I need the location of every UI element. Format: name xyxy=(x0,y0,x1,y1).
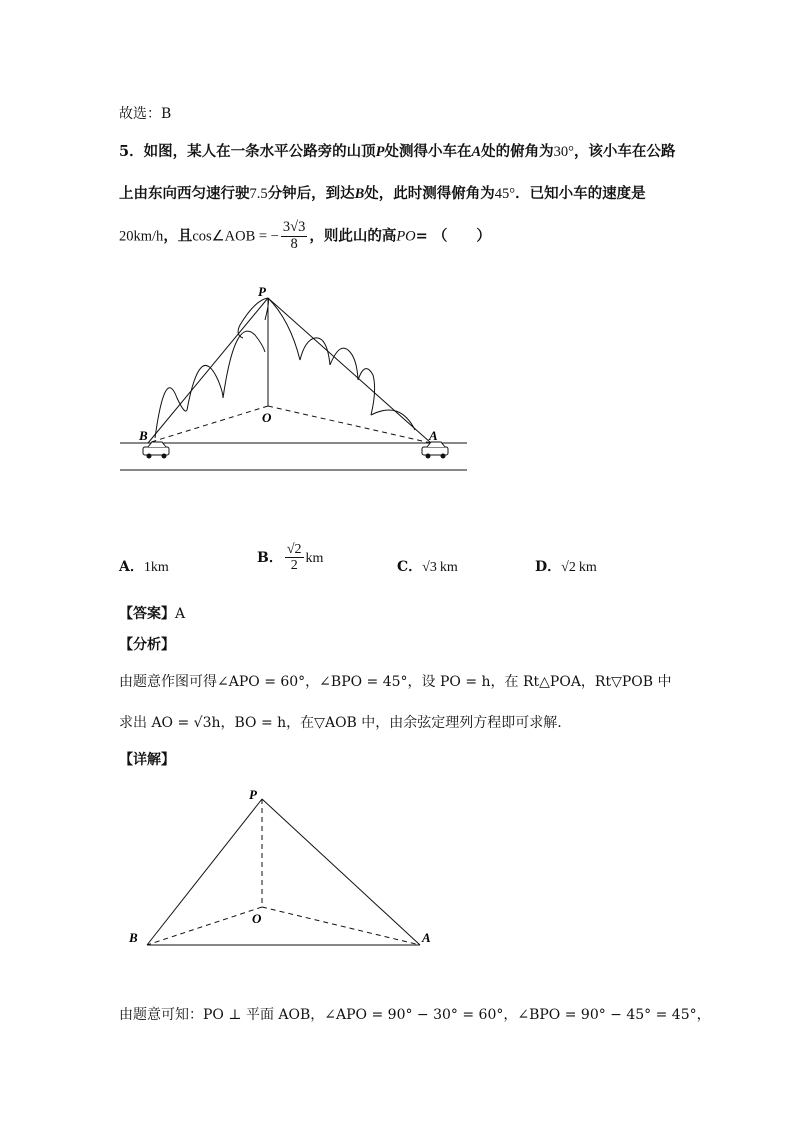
time-value: 7.5 xyxy=(249,186,268,202)
var-P: P xyxy=(375,144,385,160)
fraction xyxy=(285,542,304,574)
mountain-outline xyxy=(155,298,415,438)
analysis-tag: 【分析】 xyxy=(119,637,175,653)
line-OA xyxy=(268,406,431,443)
question-text: ，且 xyxy=(163,227,193,245)
label-P: P xyxy=(249,787,257,802)
option-B xyxy=(257,542,323,574)
var-B: B xyxy=(354,186,365,202)
label-P: P xyxy=(258,284,266,299)
label-O: O xyxy=(262,410,272,425)
question-text: 处，此时测得俯角为 xyxy=(364,185,495,202)
previous-answer-line: 故选：B xyxy=(119,106,172,122)
question-number: 5． xyxy=(119,143,144,160)
option-C xyxy=(397,556,458,576)
question-text: 处的俯角为 xyxy=(481,143,554,160)
line-PA xyxy=(262,799,420,945)
detail-tag: 【详解】 xyxy=(119,752,175,768)
answer-tag: 【答案】 xyxy=(119,606,175,622)
question-text: 上由东向西匀速行驶 xyxy=(119,185,250,202)
line-PB xyxy=(148,298,268,443)
question-text: = （ ） xyxy=(415,227,491,245)
fraction-denominator: 8 xyxy=(290,235,298,252)
option-value: 1km xyxy=(143,560,169,575)
car-icon xyxy=(422,442,448,459)
fraction-numerator: 3√3 xyxy=(282,219,306,235)
option-label: B． xyxy=(257,549,283,566)
analysis-line-1: 由题意作图可得∠APO = 60°，∠BPO = 45°，设 PO = h，在 Rt△POA，Rt▽POB 中 xyxy=(119,674,672,690)
question-text: ．已知小车的速度是 xyxy=(515,185,646,202)
question-line-1 xyxy=(119,140,675,161)
option-value: √3 xyxy=(422,560,437,575)
question-text: ，则此山的高 xyxy=(309,227,397,245)
question-text: 如图，某人在一条水平公路旁的山顶 xyxy=(143,143,376,160)
var-PO: PO xyxy=(396,228,416,245)
question-text: 处测得小车在 xyxy=(384,143,472,160)
option-label: A． xyxy=(119,559,144,575)
car-icon xyxy=(143,442,169,459)
option-unit: km xyxy=(305,550,324,566)
line-PA xyxy=(268,298,431,443)
line-OB xyxy=(148,406,268,443)
option-label: D． xyxy=(535,559,562,575)
line-OA xyxy=(262,907,420,945)
label-O: O xyxy=(252,911,262,926)
option-A xyxy=(119,556,169,576)
fraction xyxy=(281,220,307,253)
label-A: A xyxy=(422,930,431,945)
line-OB xyxy=(147,907,262,945)
option-unit: km xyxy=(578,560,597,575)
question-line-3 xyxy=(119,220,491,253)
label-A: A xyxy=(429,428,438,443)
option-label: C． xyxy=(397,559,423,575)
question-text: 分钟后，到达 xyxy=(267,185,355,202)
angle-value: 45° xyxy=(494,186,516,202)
line-PB xyxy=(147,799,262,945)
fraction-denominator: 2 xyxy=(290,558,298,574)
option-value: √2 xyxy=(561,560,576,575)
option-D xyxy=(535,556,597,576)
analysis-line-2: 求出 AO = √3h，BO = h，在▽AOB 中，由余弦定理列方程即可求解. xyxy=(119,715,562,731)
cos-expression: cos∠AOB = − xyxy=(192,228,279,245)
angle-value: 30° xyxy=(553,144,574,160)
mountain-figure xyxy=(115,280,475,480)
triangle-figure xyxy=(125,785,445,955)
answer-line xyxy=(119,603,185,623)
question-text: ，该小车在公路 xyxy=(573,143,676,160)
label-B: B xyxy=(129,930,138,945)
var-A: A xyxy=(471,144,482,160)
question-line-2 xyxy=(119,182,646,203)
option-unit: km xyxy=(439,560,458,575)
fraction-numerator: √2 xyxy=(286,542,302,557)
detail-line: 由题意可知：PO ⊥ 平面 AOB，∠APO = 90° − 30° = 60°，∠BPO = 90° − 45° = 45°， xyxy=(119,1007,711,1023)
speed-value: 20km/h xyxy=(119,228,164,245)
label-B: B xyxy=(139,428,148,443)
answer-value: A xyxy=(175,606,186,622)
